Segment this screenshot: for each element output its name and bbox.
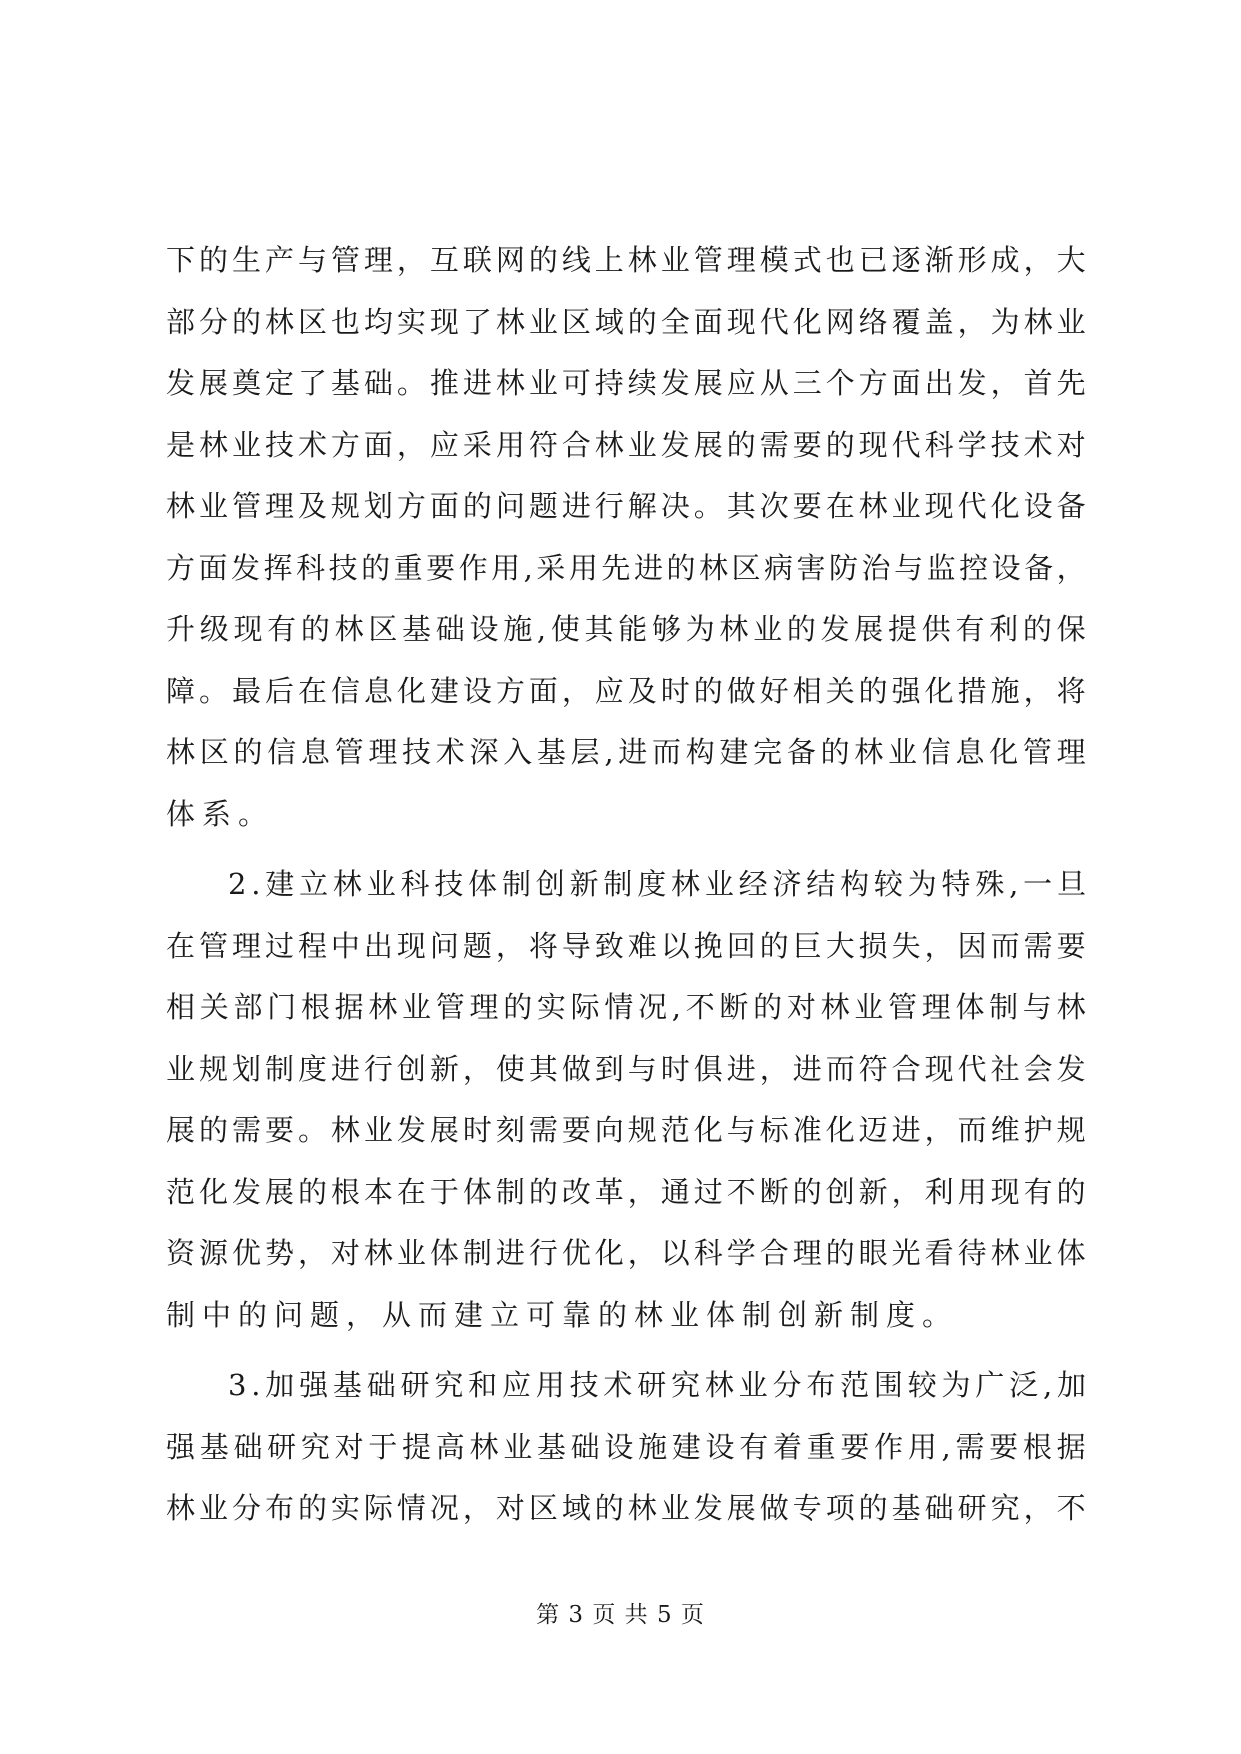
- text-line: 资 源 优 势 ， 对 林 业 体 制 进 行 优 化 ， 以 科 学 合 理 的 眼 光 看 待 林 业 体: [166, 1236, 1086, 1270]
- text-line: 是 林 业 技 术 方 面 ， 应 采 用 符 合 林 业 发 展 的 需 要 的 现 代 科 学 技 术 对: [166, 427, 1086, 462]
- text-line: 下 的 生 产 与 管 理 ， 互 联 网 的 线 上 林 业 管 理 模 式 也 已 逐 渐 形 成 ， 大: [166, 243, 1086, 277]
- paragraph-3: [166, 1355, 1086, 1540]
- text-line: 方 面 发 挥 科 技 的 重 要 作 用 , 采 用 先 进 的 林 区 病 害 防 治 与 监 控 设 备 ，: [166, 550, 1086, 585]
- paragraph-1: [166, 230, 1086, 845]
- body-text: [166, 230, 1086, 1540]
- text-line: 发 展 奠 定 了 基 础 。 推 进 林 业 可 持 续 发 展 应 从 三 个 方 面 出 发 ， 首 先: [166, 366, 1086, 400]
- text-line: 部 分 的 林 区 也 均 实 现 了 林 业 区 域 的 全 面 现 代 化 网 络 覆 盖 ， 为 林 业: [166, 304, 1086, 339]
- text-line: 强 基 础 研 究 对 于 提 高 林 业 基 础 设 施 建 设 有 着 重 要 作 用 , 需 要 根 据: [166, 1429, 1086, 1464]
- text-line: 制中的问题，从而建立可靠的林业体制创新制度。: [166, 1297, 959, 1332]
- text-line: 障 。 最 后 在 信 息 化 建 设 方 面 ， 应 及 时 的 做 好 相 关 的 强 化 措 施 ， 将: [166, 673, 1086, 708]
- text-line: 在 管 理 过 程 中 出 现 问 题 ， 将 导 致 难 以 挽 回 的 巨 大 损 失 ， 因 而 需 要: [166, 928, 1086, 963]
- text-line: 2 . 建 立 林 业 科 技 体 制 创 新 制 度 林 业 经 济 结 构 较 为 特 殊 , 一 旦: [228, 867, 1086, 901]
- page-footer: 第 3 页 共 5 页: [536, 1602, 705, 1628]
- text-line: 体系。: [166, 796, 275, 831]
- text-line: 业 规 划 制 度 进 行 创 新 ， 使 其 做 到 与 时 俱 进 ， 进 而 符 合 现 代 社 会 发: [166, 1051, 1086, 1086]
- text-line: 范 化 发 展 的 根 本 在 于 体 制 的 改 革 ， 通 过 不 断 的 创 新 ， 利 用 现 有 的: [166, 1174, 1086, 1209]
- text-line: 林 业 分 布 的 实 际 情 况 ， 对 区 域 的 林 业 发 展 做 专 项 的 基 础 研 究 ， 不: [166, 1491, 1086, 1525]
- text-line: 林 业 管 理 及 规 划 方 面 的 问 题 进 行 解 决 。 其 次 要 在 林 业 现 代 化 设 备: [166, 489, 1086, 523]
- paragraph-2: [166, 854, 1086, 1346]
- text-line: 展 的 需 要 。 林 业 发 展 时 刻 需 要 向 规 范 化 与 标 准 化 迈 进 ， 而 维 护 规: [166, 1113, 1086, 1147]
- text-line: 升 级 现 有 的 林 区 基 础 设 施 , 使 其 能 够 为 林 业 的 发 展 提 供 有 利 的 保: [166, 612, 1086, 646]
- text-line: 3 . 加 强 基 础 研 究 和 应 用 技 术 研 究 林 业 分 布 范 围 较 为 广 泛 , 加: [228, 1368, 1086, 1402]
- text-line: 相 关 部 门 根 据 林 业 管 理 的 实 际 情 况 , 不 断 的 对 林 业 管 理 体 制 与 林: [166, 990, 1086, 1024]
- text-line: 林 区 的 信 息 管 理 技 术 深 入 基 层 , 进 而 构 建 完 备 的 林 业 信 息 化 管 理: [166, 735, 1086, 769]
